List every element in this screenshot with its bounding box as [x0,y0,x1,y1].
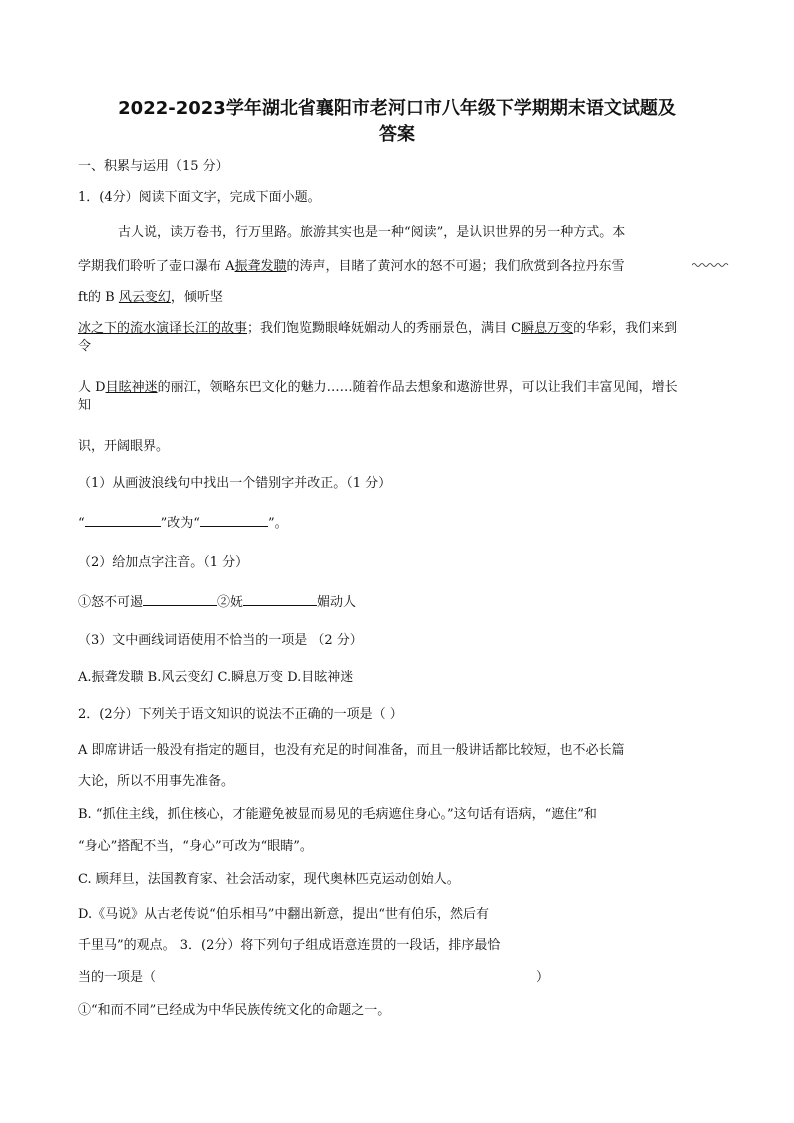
sub-question-2-answer [78,591,356,612]
passage-text: ，倾听坚 [170,290,223,305]
section-heading: 一、积累与运用（15 分） [78,159,229,174]
question-1-stem: 1．(4分）阅读下面文字，完成下面小题。 [78,190,321,205]
underlined-word-b: 风云变幻 [118,290,171,305]
pinyin-item-1: ①怒不可遏 [78,595,144,610]
option-b-line2: “身心”搭配不当，“身心”可改为“眼睛”。 [78,839,313,854]
passage-line [78,320,677,338]
passage-text: ；我们饱览黝眼峰妩媚动人的秀丽景色，满目 C [247,321,522,336]
sub-question-3: （3）文中画线词语使用不恰当的一项是 （2 分） [78,633,363,648]
doc-title-line1: 2022-2023学年湖北省襄阳市老河口市八年级下学期期末语文试题及 [118,98,676,119]
passage-line: 令 [78,339,92,354]
option-d-line2: 千里马”的观点。 3．(2分）将下列句子组成语意连贯的一段话，排序最恰 [78,938,501,953]
underlined-word-c: 瞬息万变 [521,321,574,336]
option-a-line2: 大论，所以不用事先准备。 [78,774,235,789]
doc-title-line2: 答案 [379,124,415,145]
wavy-underline-mark [692,262,730,268]
passage-line: 识，开阔眼界。 [78,439,170,454]
paren-close: ） [536,970,550,985]
passage-text: 学期我们聆听了壶口瀑布 A [78,259,235,274]
answer-blank-correct-char[interactable] [200,512,268,527]
question-2-stem: 2．(2分）下列关于语文知识的说法不正确的一项是（ ） [78,707,403,722]
pinyin-item-2: ②妩 [217,595,244,610]
passage-text: ft的 B [78,290,119,305]
answer-blank-wrong-char[interactable] [85,512,161,527]
question-3-line [78,969,549,987]
change-to-text: ”改为“ [160,516,200,531]
passage-line: 古人说，读万卷书，行万里路。旅游其实也是一种“阅读”，是认识世界的另一种方式。本 [118,225,626,240]
option-d-line1: D.《马说》从古老传说“伯乐相马”中翻出新意，提出“世有伯乐，然后有 [78,907,490,922]
sub-question-2: （2）给加点字注音。（1 分） [78,555,249,570]
passage-text: 的丽江，领略东巴文化的魅力……随着作品去想象和遨游世界，可以让我们丰富见闻，增长 [157,380,678,395]
sentence-1: ①“和而不同”已经成为中华民族传统文化的命题之一。 [78,1003,391,1018]
pinyin-item-2-rest: 媚动人 [317,595,357,610]
sub-question-3-options: A.振聋发聩 B.风云变幻 C.瞬息万变 D.目眩神迷 [78,670,354,685]
quote-open: “ [78,516,85,531]
question-3-text: 当的一项是（ [78,970,157,985]
underlined-word-a: 振聋发聩 [234,259,287,274]
underlined-sentence: 冰之下的流水演译长江的故事 [78,321,248,336]
option-a-line1: A 即席讲话一般没有指定的题目，也没有充足的时间准备，而且一般讲话都比较短，也不必长篇 [78,743,625,758]
sub-question-1-answer [78,512,288,533]
option-b-line1: B. “抓住主线，抓住核心，才能避免被显而易见的毛病遮住身心。”这句话有语病，“遮住”和 [78,807,597,822]
passage-text: 的涛声，目睹了黄河水的怒不可遏；我们欣赏到各拉丹东雪 [286,259,625,274]
passage-line [78,379,678,397]
pinyin-blank-1[interactable] [143,591,217,606]
passage-line: 知 [78,398,92,413]
passage-text: 人 D [78,380,106,395]
pinyin-blank-2[interactable] [243,591,317,606]
quote-close: ”。 [267,516,288,531]
passage-text: 的华彩，我们来到 [573,321,678,336]
passage-line [78,258,625,276]
option-c: C. 顾拜旦，法国教育家、社会活动家，现代奥林匹克运动创始人。 [78,872,460,887]
underlined-word-d: 目眩神迷 [105,380,158,395]
sub-question-1: （1）从画波浪线句中找出一个错别字并改正。（1 分） [78,476,392,491]
passage-line [78,289,223,307]
